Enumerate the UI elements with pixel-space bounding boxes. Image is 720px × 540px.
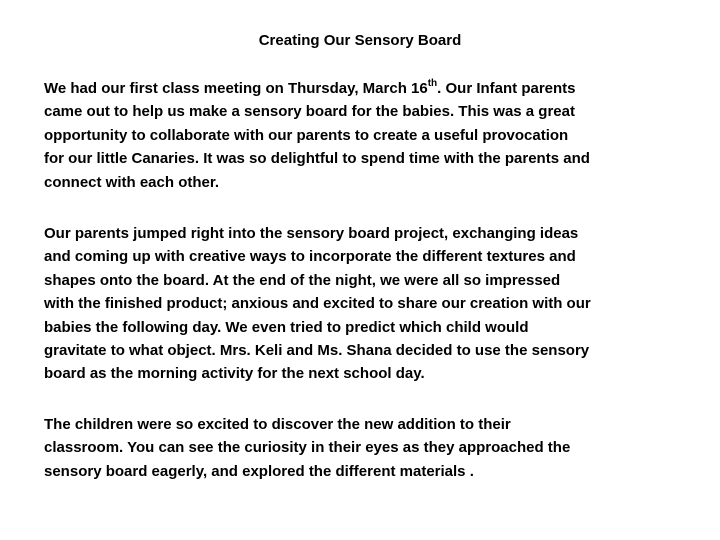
paragraph-line: gravitate to what object. Mrs. Keli and Ms. Shana decided to use the sensory (44, 342, 590, 360)
paragraph-class-meeting (44, 77, 694, 194)
line-text: . Our Infant parents (437, 80, 576, 97)
paragraph-line: sensory board eagerly, and explored the different materials . (44, 462, 474, 480)
paragraph-line: opportunity to collaborate with our parents to create a useful provocation (44, 126, 569, 144)
line-text: We had our first class meeting on Thursday, March 16 (44, 80, 428, 97)
paragraph-line: for our little Canaries. It was so delightful to spend time with the parents and (44, 150, 590, 168)
ordinal-suffix: th (427, 78, 438, 89)
paragraph-line: babies the following day. We even tried to predict which child would (44, 318, 529, 336)
paragraph-line: connect with each other. (44, 173, 220, 191)
paragraph-line: came out to help us make a sensory board for the babies. This was a great (44, 103, 575, 121)
paragraph-children-discover (44, 413, 694, 483)
paragraph-line: and coming up with creative ways to incorporate the different textures and (44, 248, 576, 266)
paragraph-line: shapes onto the board. At the end of the night, we were all so impressed (44, 271, 561, 289)
paragraph-sensory-board-project (44, 222, 694, 386)
paragraph-line: with the finished product; anxious and excited to share our creation with our (44, 295, 591, 313)
paragraph-line: Our parents jumped right into the sensory board project, exchanging ideas (44, 225, 579, 242)
paragraph-line: The children were so excited to discover the new addition to their (44, 416, 511, 433)
paragraph-line: board as the morning activity for the next school day. (44, 365, 425, 383)
paragraph-line: classroom. You can see the curiosity in their eyes as they approached the (44, 439, 571, 457)
document-title: Creating Our Sensory Board (258, 32, 462, 49)
paragraph-line (44, 77, 694, 100)
